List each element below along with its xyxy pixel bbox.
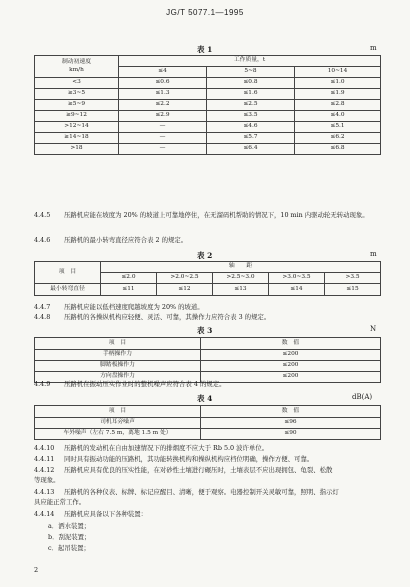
table-cell: ≤2.2 — [119, 100, 207, 111]
table-cell: ≥3~5 — [35, 89, 119, 100]
table-cell: >12~14 — [35, 122, 119, 133]
clause-number: 4.4.5 — [34, 211, 51, 219]
table2-subhead: ≤2.0 — [101, 273, 157, 284]
clause-text: 压路机的发动机在自由加速情况下的排烟度不应大于 Rb 5.0 波许单位。 — [64, 444, 269, 452]
table-row — [35, 361, 381, 372]
table-cell: ≤15 — [325, 284, 381, 296]
clause-number: 4.4.9 — [34, 380, 51, 388]
clause-text: 压路机的各种仪表、标牌、标记应醒目、清晰，便于观察。电器控制开关灵敏可靠，照明、指示灯 — [64, 488, 339, 496]
table-row — [35, 111, 381, 122]
clause-number: 4.4.12 — [34, 466, 55, 474]
table-cell: — — [119, 122, 207, 133]
clause-number: 4.4.13 — [34, 488, 55, 496]
table-cell: ≤5.1 — [295, 122, 381, 133]
clause-text: 压路机应能以低档速度爬越坡度为 20% 的坡道。 — [64, 303, 204, 311]
table-row — [35, 122, 381, 133]
clause-4-4-8 — [34, 313, 380, 321]
table-cell: ≤0.6 — [119, 78, 207, 89]
table-cell: ≤2.9 — [119, 111, 207, 122]
table2 — [34, 261, 381, 296]
table-cell: ≤4.6 — [207, 122, 295, 133]
table4-unit: dB(A) — [352, 393, 373, 401]
table2-wheelbase-head: 轴 距 — [101, 262, 381, 273]
table-cell: 车外噪声（左右 7.5 m，离地 1.5 m 处） — [35, 429, 201, 440]
table-row — [35, 100, 381, 111]
clause-4-4-5 — [34, 211, 380, 219]
table-cell: — — [119, 133, 207, 144]
table-cell: ≤2.8 — [295, 100, 381, 111]
table4-title: 表 4 — [197, 394, 213, 403]
table-row — [35, 284, 381, 296]
table1-speed-head-unit: km/h — [69, 66, 84, 73]
table3-value-head: 数 值 — [201, 338, 381, 350]
table-row — [35, 133, 381, 144]
table4-item-head: 项 目 — [35, 406, 201, 418]
table-cell: ≤96 — [201, 418, 381, 429]
table2-title: 表 2 — [197, 251, 213, 260]
table-cell: ≤2.5 — [207, 100, 295, 111]
clause-text: 压路机应具备以下各种装置： — [64, 510, 148, 518]
clause-4-4-13 — [34, 488, 380, 496]
table1-subhead: 5~8 — [207, 67, 295, 78]
table-cell: 手柄操作力 — [35, 350, 201, 361]
table-cell: ≥5~9 — [35, 100, 119, 111]
clause-number: 4.4.8 — [34, 313, 51, 321]
table-cell: ≤200 — [201, 372, 381, 383]
clause-4-4-6 — [34, 236, 380, 244]
table1-unit: m — [370, 44, 377, 52]
table3 — [34, 337, 381, 383]
clause-number: 4.4.10 — [34, 444, 55, 452]
table-cell: ≤0.8 — [207, 78, 295, 89]
table-cell: ≤14 — [269, 284, 325, 296]
table-cell: 司机耳旁噪声 — [35, 418, 201, 429]
clause-text: 压路机应具有优良的压实性能，在对砂性土壤进行碾压时，土壤表层不应出现拥包、龟裂、松散 — [64, 466, 333, 474]
table-cell: ≤6.2 — [295, 133, 381, 144]
table-cell: 最小转弯直径 — [35, 284, 101, 296]
clause-4-4-10 — [34, 444, 380, 452]
table3-title: 表 3 — [197, 326, 213, 335]
table4 — [34, 405, 381, 440]
table2-subhead: >3.5 — [325, 273, 381, 284]
table2-subhead: >2.5~3.0 — [213, 273, 269, 284]
clause-number: 4.4.14 — [34, 510, 55, 518]
table-cell: ≤1.6 — [207, 89, 295, 100]
clause-number: 4.4.11 — [34, 455, 55, 463]
device-list-item: b．刮泥装置； — [48, 533, 91, 541]
table-cell: 方向盘操作力 — [35, 372, 201, 383]
table-cell: ≤1.3 — [119, 89, 207, 100]
table-cell: ≤4.0 — [295, 111, 381, 122]
table2-subhead: >2.0~2.5 — [157, 273, 213, 284]
table-cell: ≤6.4 — [207, 144, 295, 155]
table-row — [35, 429, 381, 440]
table-row — [35, 418, 381, 429]
table1-speed-head-label: 制动初速度 — [62, 58, 91, 65]
table-cell: ≤5.7 — [207, 133, 295, 144]
clause-4-4-13-continued: 具应能正常工作。 — [34, 498, 86, 506]
page-number: 2 — [34, 566, 39, 574]
table-cell: ≤90 — [201, 429, 381, 440]
table-cell: ≤200 — [201, 361, 381, 372]
clause-text: 压路机在振动压实作业时的整机噪声应符合表 4 的规定。 — [64, 380, 226, 388]
table1-speed-head — [35, 56, 119, 78]
clause-number: 4.4.7 — [34, 303, 51, 311]
table-cell: ≤1.0 — [295, 78, 381, 89]
table2-item-head: 项 目 — [35, 262, 101, 284]
table-row — [35, 144, 381, 155]
table-cell: 脚踏板操作力 — [35, 361, 201, 372]
clause-text: 压路机应能在坡度为 20% 的坡道上可靠地停住，在无溜码机帮助的情况下，10 min 内驱动轮无转动现象。 — [64, 211, 369, 219]
table3-item-head: 项 目 — [35, 338, 201, 350]
table-cell: ≤13 — [213, 284, 269, 296]
table-cell: ≤6.8 — [295, 144, 381, 155]
table-cell: <3 — [35, 78, 119, 89]
table-cell: >18 — [35, 144, 119, 155]
device-list-item: a．洒水装置； — [48, 522, 91, 530]
standard-number-header: JG/T 5077.1—1995 — [166, 8, 244, 17]
clause-4-4-7 — [34, 303, 380, 311]
table-row — [35, 350, 381, 361]
table-cell: ≥14~18 — [35, 133, 119, 144]
clause-4-4-14 — [34, 510, 380, 518]
table-cell: — — [119, 144, 207, 155]
table2-subhead: >3.0~3.5 — [269, 273, 325, 284]
table-cell: ≤3.5 — [207, 111, 295, 122]
clause-text: 压路机的最小转弯直径应符合表 2 的规定。 — [64, 236, 188, 244]
device-list-item: c．起吊装置； — [48, 544, 90, 552]
table-cell: ≤11 — [101, 284, 157, 296]
table4-value-head: 数 值 — [201, 406, 381, 418]
table-cell: ≤200 — [201, 350, 381, 361]
table-cell: ≤12 — [157, 284, 213, 296]
table-cell: ≥9~12 — [35, 111, 119, 122]
table3-unit: N — [370, 325, 377, 333]
table-cell: ≤1.9 — [295, 89, 381, 100]
clause-number: 4.4.6 — [34, 236, 51, 244]
table2-unit: m — [370, 250, 377, 258]
table-row — [35, 89, 381, 100]
clause-4-4-11 — [34, 455, 380, 463]
clause-text: 压路机的各操纵机构应轻便、灵活、可靠，其操作力应符合表 3 的规定。 — [64, 313, 271, 321]
clause-4-4-9 — [34, 380, 380, 388]
table1-mass-group-head: 工作质量，t — [119, 56, 381, 67]
table1-subhead: ≤4 — [119, 67, 207, 78]
clause-text: 同时具有振动功能的压路机，其功能转换机构和操纵机构应档位明确，操作方便、可靠。 — [64, 455, 314, 463]
clause-4-4-12 — [34, 466, 380, 474]
table1-subhead: 10~14 — [295, 67, 381, 78]
table-row — [35, 78, 381, 89]
table1-title: 表 1 — [197, 45, 213, 54]
clause-4-4-12-continued: 等现象。 — [34, 476, 60, 484]
table1 — [34, 55, 381, 155]
